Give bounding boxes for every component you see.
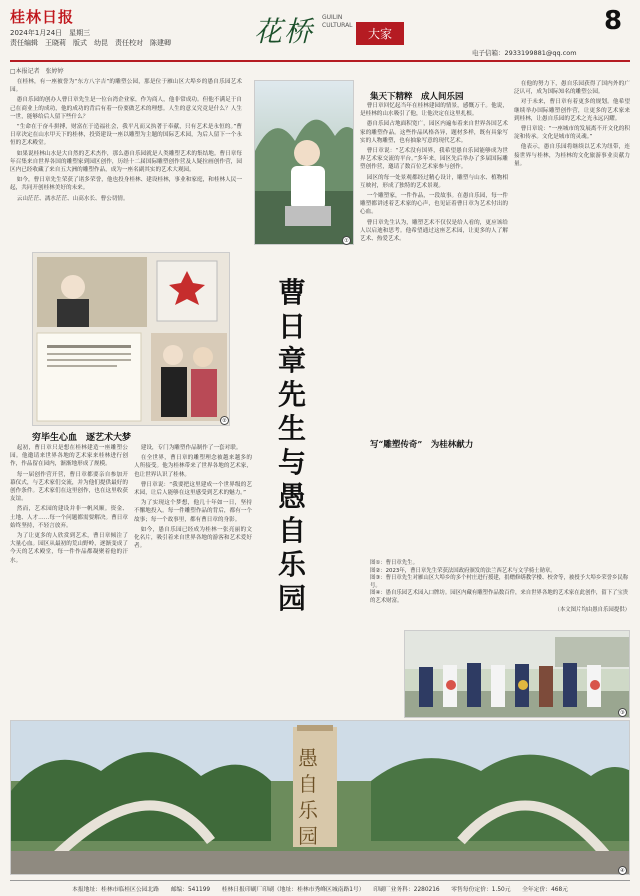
subhead-treasures: 集天下精粹 成人间乐园 [370, 92, 464, 102]
body-paragraph: 一个雕塑家，一件作品，一段故事。在愚自乐园，每一件雕塑都讲述着艺术家的心声，也见证着曹日章为艺术付出的心血。 [360, 193, 508, 216]
photo-badge-2: ② [220, 416, 229, 425]
portrait-photo [254, 80, 354, 245]
subhead-effort: 穷毕生心血 逐艺术大梦 [32, 433, 132, 443]
body-col-3 [360, 102, 508, 432]
body-paragraph: 为了实现这个梦想，他几十年如一日，坚持不懈地投入。每一件雕塑作品的背后，都有一个故事；每一个故事里，都有曹日章的身影。 [134, 500, 252, 523]
contact-email: 电子信箱：2933199881@qq.com [472, 49, 577, 57]
body-paragraph: 对于未来，曹日章有着更多的规划。他希望继续举办国际雕塑创作营，让更多的艺术家来到桂林，让愚自乐园的艺术之光永远闪耀。 [514, 99, 630, 122]
body-paragraph: 每一届创作营开营，曹日章都要亲自参加开幕仪式，与艺术家们交流，并为他们提供最好的创作条件。艺术家们在这里创作，也在这里收获友谊。 [10, 471, 128, 503]
body-paragraph: 曹日章先生认为，雕塑艺术不仅仅是给人看的，更应该给人以启迪和思考。他希望通过这座艺术园，让更多的人了解艺术、热爱艺术。 [360, 219, 508, 243]
body-paragraph: 曹日章说：“艺术没有国界，我希望愚自乐园能够成为世界艺术家交流的平台。”多年来，园区先后举办了多届国际雕塑创作营，邀请了数百位艺术家参与创作。 [360, 148, 508, 171]
intro-paragraph: “生命在于奋斗拼搏，财富在于造福社会，我平凡而又执著于奉献，只有艺术是永恒的。”曹日章决定在山水甲天下的桂林，投资建设一座以雕塑为主题的国际艺术园，为后人留下一个永恒的艺术殿堂。 [10, 124, 242, 147]
caption-block [370, 560, 630, 615]
subhead-legend: 写“雕塑传奇” 为桂林献力 [370, 440, 474, 450]
intro-paragraph: 如今，曹日章先生荣获了诸多荣誉，他也投身桂林、建设桂林，事业和家庭，和桂林人民一起，共同开创桂林美好的未来。 [10, 177, 242, 192]
body-paragraph: 曹日章说：“我要把这里建成一个世界级的艺术园，让后人能够在这里感受到艺术的魅力。” [134, 481, 252, 497]
body-paragraph: 在全世界，曹日章的雕塑理念被越来越多的人所接受。他为桂林带来了世界各地的艺术家，也让世界认识了桂林。 [134, 455, 252, 478]
award-photo-art [33, 253, 230, 426]
body-paragraph: 园区的每一处景观都经过精心设计，雕塑与山水、植物相互映衬，形成了独特的艺术景观。 [360, 174, 508, 189]
newspaper-logo: 桂林日报 [10, 8, 75, 26]
section-brand-en: GUILIN CULTURAL [322, 14, 353, 29]
intro-paragraph: 云山茫茫、漓水茫茫、山高水长、曹公切情。 [16, 195, 129, 202]
body-paragraph: 如今，愚自乐园已经成为桂林一张亮丽的文化名片，吸引着来自世界各地的游客和艺术爱好者。 [134, 526, 252, 550]
masthead [0, 0, 640, 62]
body-paragraph: 愚自乐园占地面积宽广，园区内遍布着来自世界各国艺术家的雕塑作品。这些作品风格各异，题材多样，既有具象写实的人物雕塑，也有抽象写意的现代艺术。 [360, 121, 508, 144]
body-paragraph: 他表示，愚自乐园将继续以艺术为纽带，连接世界与桂林，为桂林的文化旅游事业贡献力量。 [514, 144, 630, 167]
body-col-1 [10, 444, 128, 712]
page-footer: 本报地址：桂林市临桂区公园北路 邮编：541199 桂林日报印刷厂印刷（地址：桂林市秀峰区城南路1号） 印刷厂业务科：2280216 零售每份定价：1.50元 全年定价：468元 [10, 880, 630, 893]
body-paragraph: 曹日章回忆起当年在桂林建园的情景，感慨万千。他说，是桂林的山水吸引了他，让他决定在这里扎根。 [360, 103, 508, 118]
body-paragraph: 建设，专门为雕塑作品制作了一套对联。 [140, 445, 242, 451]
photo-badge-1: ① [342, 236, 351, 245]
staff-credits: 责任编辑 王晓莉 版式 幼昆 责任校对 陈建卿 [10, 39, 171, 47]
body-paragraph: 然而，艺术园的建设并非一帆风顺。资金、土地、人才……每一个问题都需要解决。曹日章始终坚持，不轻言放弃。 [10, 506, 128, 529]
intro-paragraph: 在桂林，有一座被誉为“东方八字吉”的雕塑公园，那是位于雁山区大埠乡的愚自乐园艺术园。 [10, 79, 242, 94]
masthead-rule [10, 60, 630, 62]
body-paragraph: 起初，曹日章只是想在桂林建造一座雕塑公园。他邀请来世界各地的艺术家来桂林进行创作，作品留在园内，渐渐地形成了规模。 [10, 445, 128, 468]
intro-paragraph: 如果说桂林山水是大自然的艺术杰作，那么愚自乐园就是人类雕塑艺术的集结地。曹日章每年召集来自世界各国的雕塑家到园区创作，历经十二届国际雕塑创作营及人疑拉画创作营，园区内已经收藏了来自五大洲的雕塑作品，成为一座名副其实的艺术大观园。 [10, 150, 242, 174]
issue-date: 2024年1月24日 星期三 [10, 29, 91, 37]
caption-3: 图③：曹日章先生对雁山区大埠乡的多个村庄进行援建，捐赠修缮教学楼、校舍等，被授予大埠乡荣誉乡民称号。 [370, 575, 629, 589]
date-bar [10, 28, 171, 48]
award-photo [32, 252, 230, 426]
portrait-photo-art [255, 81, 354, 245]
reporter-byline: □本报记者 张婷婷 [10, 68, 64, 75]
caption-2: 图②：2023年，曹日章先生荣获法国政府颁发的法兰西艺术与文学骑士勋章。 [370, 567, 556, 574]
intro-text [10, 78, 242, 246]
photo-badge-3: ③ [618, 708, 627, 717]
group-photo [404, 630, 630, 718]
caption-1: 图①：曹日章先生。 [370, 560, 418, 566]
body-paragraph: 在他的努力下，愚自乐园获得了国内外的广泛认可，成为国际知名的雕塑公园。 [514, 81, 630, 96]
section-tag: 大家 [356, 22, 404, 45]
caption-4: 图④：愚自乐园艺术园入口牌坊。园区内藏有雕塑作品数百件，来自世界各地的艺术家在此创作，留下了宝贵的艺术财富。 [370, 590, 629, 604]
body-col-2 [134, 444, 252, 712]
intro-paragraph: 愚自乐园的创办人曹日章先生是一位台湾企业家，作为商人，他非常成功。但他不满足于自己在商业上的成功，他的成功的背后有着一份要做艺术的理想。人生的意义究竟是什么？人生一世，能够给后人留下些什么？ [10, 97, 242, 120]
body-paragraph: 为了让更多的人欣赏到艺术，曹日章倾注了大量心血。园区从最初的荒山野岭，逐渐变成了今天的艺术殿堂，每一件作品都凝聚着他的汗水。 [10, 533, 128, 564]
headline: 曹日章先生与愚自乐园 [277, 276, 306, 615]
body-paragraph: 曹日章说：“一座城市的发展离不开文化的积淀和传承。文化是城市的灵魂。” [514, 126, 630, 141]
body-col-4 [514, 80, 630, 452]
section-brand: 花桥 [254, 15, 315, 48]
photo-badge-4: ④ [618, 866, 627, 875]
gate-inscription: 愚自乐园 [298, 746, 318, 848]
group-photo-art [405, 631, 630, 718]
page-number: 8 [604, 6, 623, 36]
photo-credit: （本文图片均由愚自乐园提供） [554, 607, 630, 613]
